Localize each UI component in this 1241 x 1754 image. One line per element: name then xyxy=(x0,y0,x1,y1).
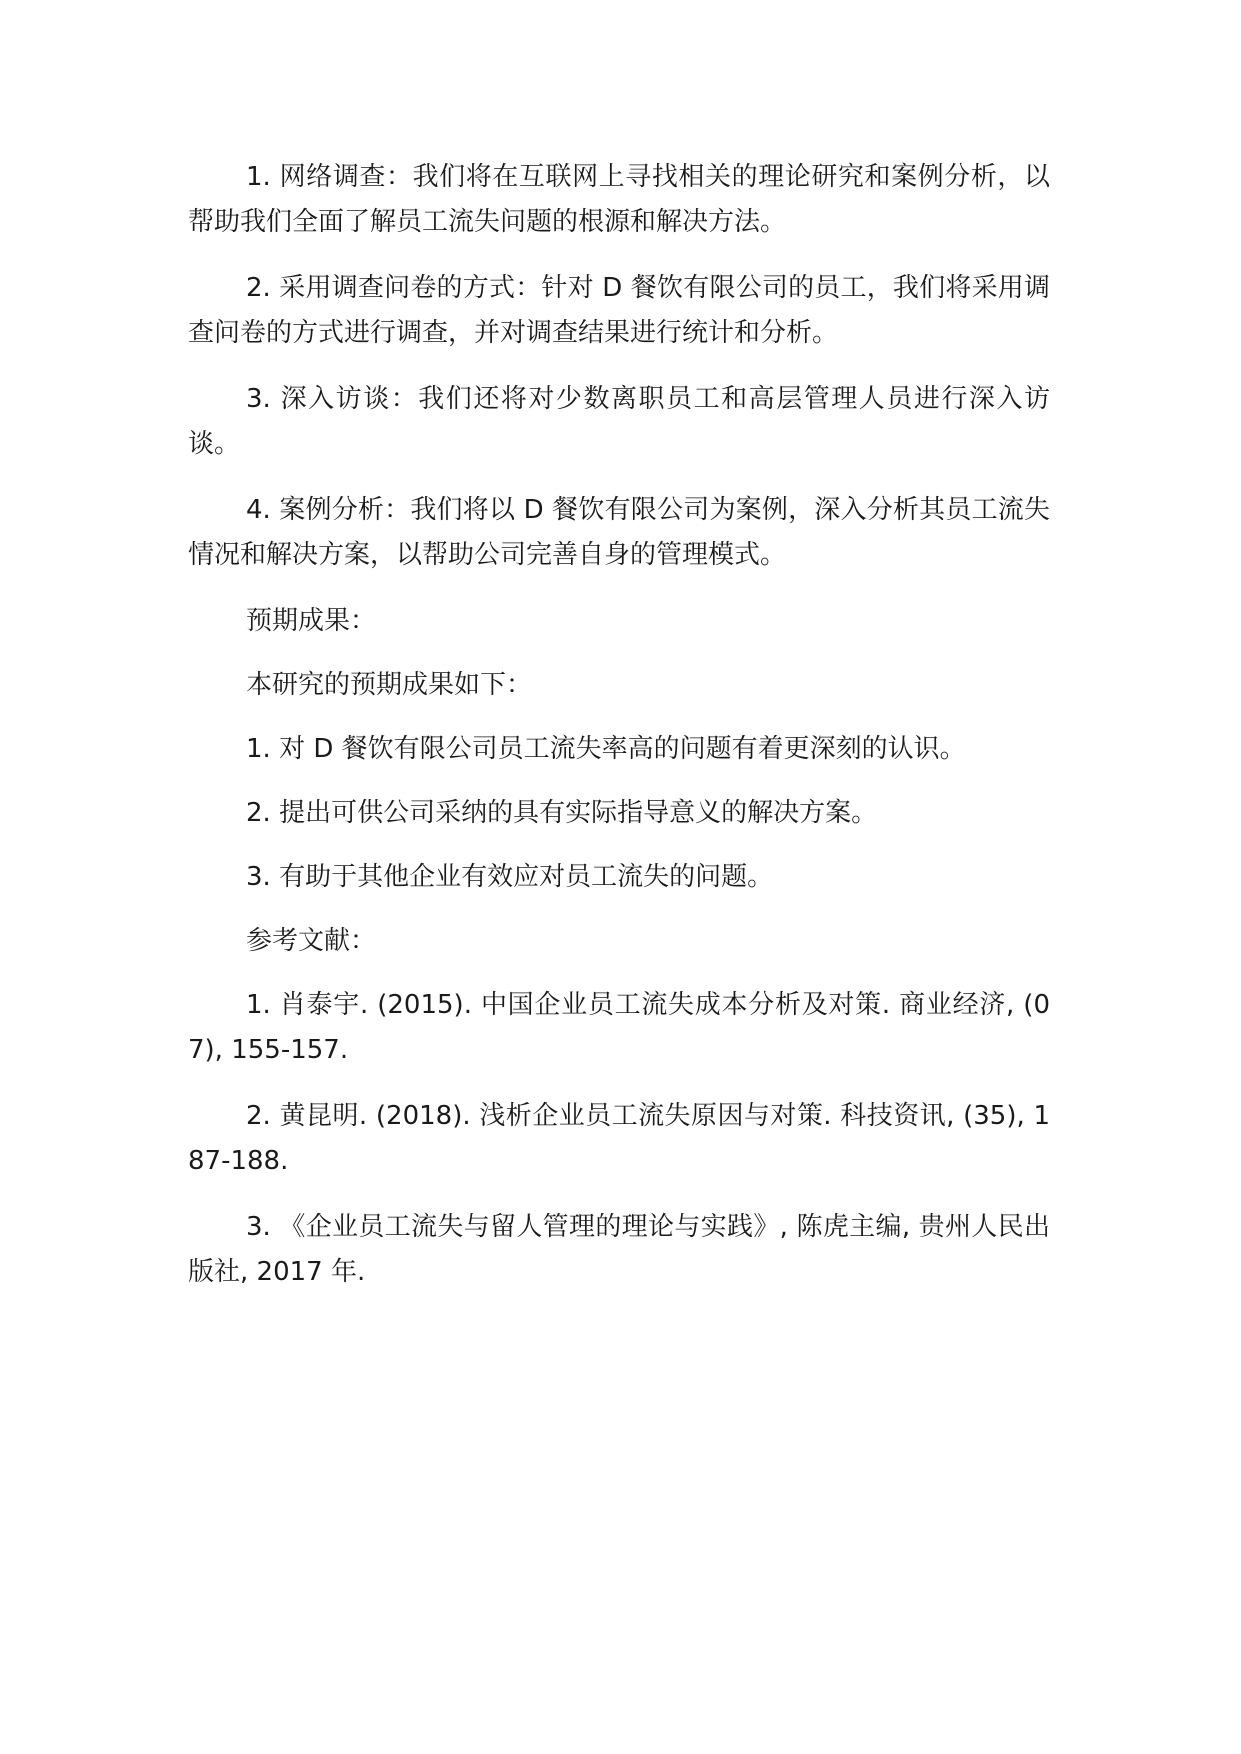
references-heading: 参考文献： xyxy=(246,926,377,956)
result-item: 3. 有助于其他企业有效应对员工流失的问题。 xyxy=(246,862,774,892)
reference-item: 1. 肖泰宇. (2015). 中国企业员工流失成本分析及对策. 商业经济, (07), 155-157. xyxy=(188,990,1050,1065)
reference-item: 3. 《企业员工流失与留人管理的理论与实践》, 陈虎主编, 贵州人民出版社, 2017 年. xyxy=(188,1212,1050,1287)
reference-item: 2. 黄昆明. (2018). 浅析企业员工流失原因与对策. 科技资讯, (35), 187-188. xyxy=(188,1101,1050,1176)
results-intro: 本研究的预期成果如下： xyxy=(246,670,533,700)
result-item: 1. 对 D 餐饮有限公司员工流失率高的问题有着更深刻的认识。 xyxy=(246,734,966,764)
results-heading: 预期成果： xyxy=(246,606,377,636)
method-item: 4. 案例分析：我们将以 D 餐饮有限公司为案例，深入分析其员工流失情况和解决方案，以帮助公司完善自身的管理模式。 xyxy=(188,495,1050,570)
result-item: 2. 提出可供公司采纳的具有实际指导意义的解决方案。 xyxy=(246,798,878,828)
document-body xyxy=(188,155,1050,1316)
method-item: 2. 采用调查问卷的方式：针对 D 餐饮有限公司的员工，我们将采用调查问卷的方式进行调查，并对调查结果进行统计和分析。 xyxy=(188,273,1050,348)
method-item: 3. 深入访谈：我们还将对少数离职员工和高层管理人员进行深入访谈。 xyxy=(188,384,1050,459)
method-item: 1. 网络调查：我们将在互联网上寻找相关的理论研究和案例分析，以帮助我们全面了解员工流失问题的根源和解决方法。 xyxy=(188,162,1050,237)
